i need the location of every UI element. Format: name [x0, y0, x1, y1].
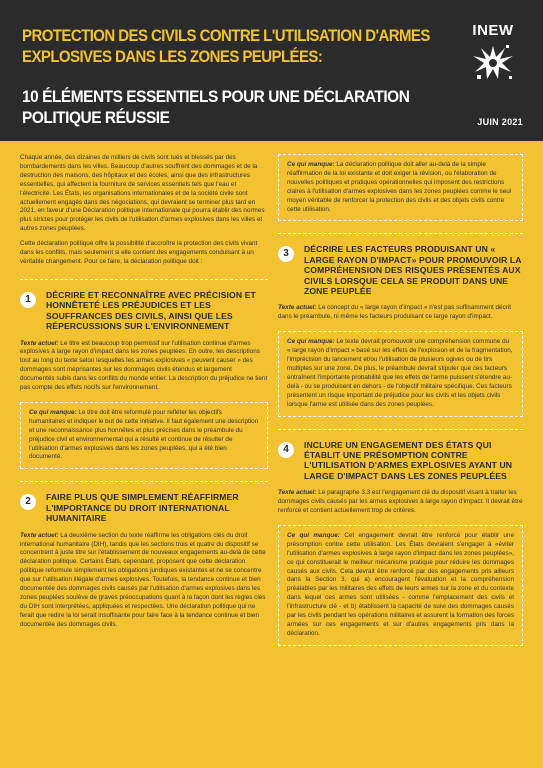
section-3-missing-box [278, 331, 523, 416]
section-2-missing-box [278, 154, 523, 221]
section-title: DÉCRIRE LES FACTEURS PRODUISANT UN « LARGE RAYON D'IMPACT» POUR PROMOUVOIR LA COMPRÉHENSION DES RISQUES PRÉSENTÉS AUX CIVILS LORSQUE CELA SE PRODUIT DANS UNE ZONE PEUPLÉE [304, 244, 522, 297]
header-banner [0, 0, 543, 141]
section-3-missing [287, 338, 514, 409]
logo-text: INEW [472, 22, 514, 39]
label-missing: Ce qui manque: [29, 408, 77, 416]
label-actual: Texte actuel: [278, 489, 317, 497]
section-2-missing [287, 161, 514, 214]
label-missing: Ce qui manque: [287, 531, 340, 539]
missing-text: Le texte devrait promouvoir une compréhension commune du « large rayon d'impact » basé sur les effets de l'explosion et de la fragmentation, l'imprécision du lancement et/ou l'utilisation de plusieurs ogives ou de tirs multiples sur une zone. De plus, le préambule devrait stipuler que ces facteurs entraînent l'importante probabilité que les effets de l'arme puissent s'étendre au-delà - ou se produisent en dehors - de l'objectif militaire spécifique. Ces facteurs présentent un risque important de préjudice pour les civils et les objets civils lorsque l'arme est utilisée dans des zones peuplées. [287, 338, 513, 408]
actual-text: La deuxième section du texte réaffirme les obligations clés du droit international humanitaire (DIH), tandis que les sections trois et quatre du dispositif se concentrent à juste titre sur l'établissement de nouveaux engagements au-delà de cette déclaration politique. Certains États, cependant, proposent que cette déclaration politique reformule simplement les obligations juridiques existantes et ne se concentre que sur l'utilisation illégale d'armes explosives. Toutefois, la tendance continue et bien documentée des dommages civils causés par l'utilisation d'armes explosives dans les zones peuplées soulève de graves préoccupations quant à la façon dont les règles clés du DIH sont interprétées, appliquées et respectées. Une déclaration politique qui ne ferait que redire la loi serait insuffisante pour faire face à la tendance continue et bien documentée des dommages civils. [20, 531, 266, 628]
label-missing: Ce qui manque: [287, 338, 335, 346]
section-1-actual [20, 340, 268, 393]
section-1-heading [20, 290, 268, 332]
label-actual: Texte actuel: [278, 304, 317, 312]
section-title: FAIRE PLUS QUE SIMPLEMENT RÉAFFIRMER L'IMPORTANCE DU DROIT INTERNATIONAL HUMANITAIRE [46, 492, 239, 524]
section-1-missing [29, 409, 259, 462]
publication-date: JUIN 2021 [477, 117, 523, 127]
section-2-actual [20, 532, 268, 630]
divider [278, 429, 523, 430]
section-number: 2 [20, 494, 36, 510]
document-subtitle: 10 ÉLÉMENTS ESSENTIELS POUR UNE DÉCLARATION POLITIQUE RÉUSSIE [22, 87, 410, 127]
document-title: PROTECTION DES CIVILS CONTRE L'UTILISATION D'ARMES EXPLOSIVES DANS LES ZONES PEUPLÉES: [22, 27, 430, 66]
actual-text: Le paragraphe 3.3 est l'engagement clé du dispositif visant à traiter les dommages civils causés par les armes explosives à large rayon d'impact. Il devrait être renforcé et contient actuellement trop de critères. [278, 489, 523, 514]
section-3-heading [278, 244, 523, 296]
section-4-actual [278, 489, 523, 516]
left-column [20, 154, 268, 630]
section-number: 4 [278, 442, 294, 458]
section-title: INCLURE UN ENGAGEMENT DES ÉTATS QUI ÉTABLIT UNE PRÉSOMPTION CONTRE L'UTILISATION D'ARMES EXPLOSIVES AYANT UN LARGE D'IMPACT DANS LES ZONES PEUPLÉES [304, 439, 513, 481]
divider [278, 233, 523, 234]
missing-text: La déclaration politique doit aller au-delà de la simple réaffirmation de la loi existante et doit exiger la révision, ou l'élaboration de nouvelles politiques et pratiques opérationnelles qui imposent des restrictions claires à l'utilisation d'armes explosives dans les zones peuplées comme le seul moyen véritable de renforcer la protection des civils et des objets civils contre cette utilisation. [287, 161, 512, 213]
intro-paragraph: Chaque année, des dizaines de milliers de civils sont tués et blessés par des bombardements dans les villes. Beaucoup d'autres souffrent des dommages et de la destruction des maisons, des hôpitaux et des écoles, ainsi que des infrastructures essentielles, qui affectent la fourniture de services essentiels tels que l'eau et l'électricité. Les États, les organisations internationales et de la société civile sont actuellement engagés dans des négociations, qui devraient se terminer plus tard en 2021, en faveur d'une Déclaration politique internationale qui pourra établir des normes plus strictes pour protéger les civils de l'utilisation d'armes explosives dans les villes et autres zones peuplées. [20, 154, 265, 233]
section-2-heading [20, 492, 268, 523]
missing-text: Le titre doit être reformulé pour refléter les objectifs humanitaires et indiquer le but de cette initiative. Il faut également une description et une reconnaissance plus honnêtes et plus précises dans le préambule du préjudice civil et environnemental qui a résulté et continue de résulter de l'utilisation d'armes explosives dans les zones peuplées, qui a été bien documenté. [29, 408, 259, 461]
section-number: 1 [20, 292, 36, 308]
section-number: 3 [278, 246, 294, 262]
label-missing: Ce qui manque: [287, 161, 335, 168]
section-4-heading [278, 440, 523, 482]
divider [20, 481, 268, 482]
section-title: DÉCRIRE ET RECONNAÎTRE AVEC PRÉCISION ET HONNÊTETÉ LES PRÉJUDICES ET LES SOUFFRANCES DES CIVILS, AINSI QUE LES RÉPERCUSSIONS SUR L'ENVIRONNEMENT [46, 289, 256, 332]
section-1-missing-box [20, 402, 268, 469]
section-3-actual [278, 304, 523, 322]
right-column [278, 154, 523, 646]
section-4-missing-box [278, 525, 523, 646]
missing-text: Cet engagement devrait être renforcé pour établir une présomption contre cette utilisation. Les États devraient s'engager à «éviter l'utilisation d'armes explosives à large rayon d'impact dans les zones peuplées», ce qui constituerait le meilleur mécanisme pratique pour réduire les dommages causés aux civils. Cela devrait être renforcé par des engagements pris ailleurs dans la Section 3, qui a) encouragent l'évaluation et la compréhension préalables par les militaires des effets de leurs armes sur la zone et du contexte dans lequel ces armes sont utilisées - comme l'emplacement des civils et l'infrastructure clé - et b) établissent la capacité de suivi des dommages causés par les civils pendant les opérations militaires et assurent la formation des forces armées sur ces engagements et sur d'autres engagements pris dans la déclaration. [287, 531, 514, 637]
label-actual: Texte actuel: [20, 339, 59, 347]
label-actual: Texte actuel: [20, 531, 59, 539]
explosion-burst-icon [471, 42, 515, 82]
inew-logo [463, 22, 523, 82]
section-4-missing [287, 532, 514, 639]
actual-text: Le concept du « large rayon d'impact » n'est pas suffisamment décrit dans le préambule, ni même les facteurs produisant ce large rayon d'impact. [278, 304, 512, 321]
intro-paragraph: Cette déclaration politique offre la possibilité d'accroître la protection des civils vivant dans les conflits, mais seulement si elle contient des engagements conduisant à un véritable changement. Pour ce faire, la déclaration politique doit : [20, 240, 258, 265]
divider [20, 279, 268, 280]
actual-text: Le titre est beaucoup trop permissif sur l'utilisation continue d'armes explosives à large rayon d'impact dans les zones peuplées. En outre, les descriptions tout au long du texte selon lesquelles les armes explosives « peuvent causer » des dommages sont méprisantes sur les dommages civils étendus et largement documentés subis dans les conflits du monde entier. La description du préjudice ne tient pas compte des effets nocifs sur l'environnement. [20, 339, 268, 392]
